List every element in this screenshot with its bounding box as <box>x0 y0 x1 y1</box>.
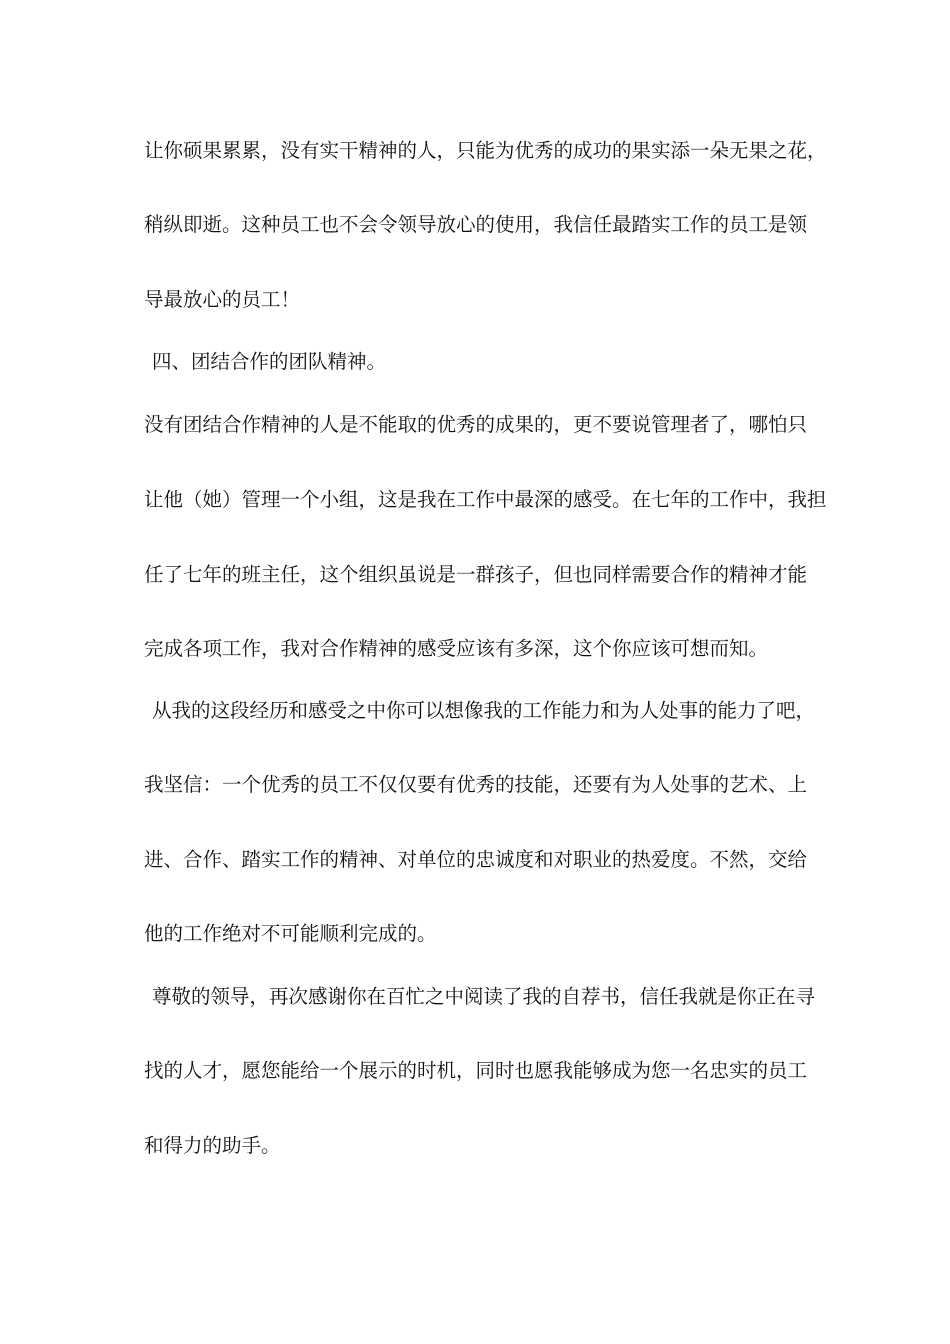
text-line-10: 我坚信：一个优秀的员工不仅仅要有优秀的技能，还要有为人处事的艺术、上 <box>144 773 808 796</box>
text-line-6: 让他（她）管理一个小组，这是我在工作中最深的感受。在七年的工作中，我担 <box>144 488 827 511</box>
text-line-14: 找的人才，愿您能给一个展示的时机，同时也愿我能够成为您一名忠实的员工 <box>144 1059 808 1082</box>
text-line-2: 稍纵即逝。这种员工也不会令领导放心的使用，我信任最踏实工作的员工是领 <box>144 213 808 236</box>
text-line-8: 完成各项工作，我对合作精神的感受应该有多深，这个你应该可想而知。 <box>144 637 769 660</box>
text-line-15: 和得力的助手。 <box>144 1134 281 1157</box>
section-heading: 四、团结合作的团队精神。 <box>152 350 387 373</box>
text-line-1: 让你硕果累累，没有实干精神的人，只能为优秀的成功的果实添一朵无果之花， <box>144 139 827 162</box>
text-line-11: 进、合作、踏实工作的精神、对单位的忠诚度和对职业的热爱度。不然，交给 <box>144 848 808 871</box>
text-line-12: 他的工作绝对不可能顺利完成的。 <box>144 922 437 945</box>
text-line-3: 导最放心的员工！ <box>144 288 301 311</box>
text-line-9: 从我的这段经历和感受之中你可以想像我的工作能力和为人处事的能力了吧， <box>152 699 816 722</box>
text-line-7: 任了七年的班主任，这个组织虽说是一群孩子，但也同样需要合作的精神才能 <box>144 563 808 586</box>
text-line-5: 没有团结合作精神的人是不能取的优秀的成果的，更不要说管理者了，哪怕只 <box>144 413 808 436</box>
text-line-13: 尊敬的领导，再次感谢你在百忙之中阅读了我的自荐书，信任我就是你正在寻 <box>152 985 816 1008</box>
